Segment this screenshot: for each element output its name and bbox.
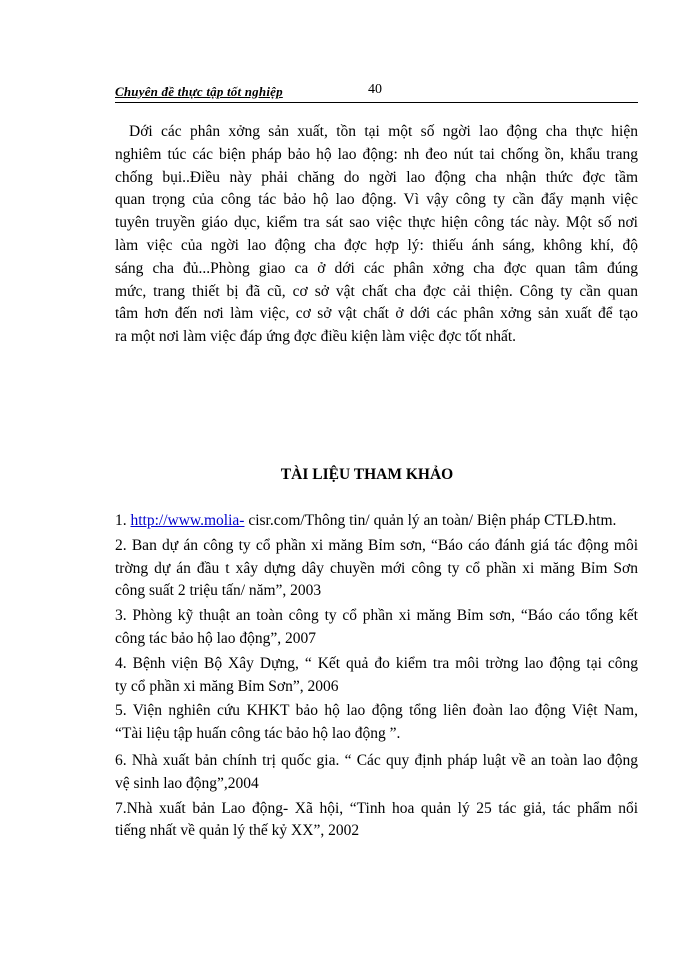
reference-line: 2. Ban dự án công ty cổ phần xi măng Bỉm sơn, “Báo cáo đánh giá tác động môi [115,536,638,554]
reference-line: công suất 2 triệu tấn/ năm”, 2003 [115,582,322,600]
body-line: ra một nơi làm việc đáp ứng đợc điều kiện làm việc đợc tốt nhất. [115,328,517,346]
references-list [115,510,638,843]
header-title: Chuyên đề thực tập tốt nghiệp [115,84,283,99]
body-line: sáng cha đủ...Phòng giao ca ở dới các phân xởng cha đợc quan tâm đúng [115,259,638,277]
reference-item [115,700,638,746]
reference-line: 3. Phòng kỹ thuật an toàn công ty cổ phần xi măng Bỉm sơn, “Báo cáo tổng kết [115,607,638,625]
reference-item [115,750,638,796]
body-line: mức, trang thiết bị đã cũ, cơ sở vật chất cha đợc cải thiện. Công ty cần quan [115,282,638,300]
reference-line: ty cổ phần xi măng Bỉm Sơn”, 2006 [115,677,339,695]
body-line: chống bụi..Điều này phải chăng do ngời lao động cha nhận thức đợc tầm [115,168,638,186]
body-line: Dới các phân xởng sản xuất, tồn tại một số ngời lao động cha thực hiện [129,123,638,140]
body-line: tuyên truyền giáo dục, kiểm tra sát sao việc thực hiện công tác này. Một số nơi [115,214,638,232]
reference-item [115,535,638,603]
reference-line: 7.Nhà xuất bản Lao động- Xã hội, “Tinh hoa quản lý 25 tác giả, tác phẩm nổi [115,799,638,817]
page-number: 40 [368,82,382,97]
references-heading: TÀI LIỆU THAM KHẢO [280,466,454,483]
body-line: làm việc của ngời lao động cha đợc hợp lý: thiếu ánh sáng, không khí, độ [115,236,638,254]
reference-line: “Tài liệu tập huấn công tác bảo hộ lao động ”. [115,725,401,743]
body-line: tâm hơn đến nơi làm việc, cơ sở vật chất ở dới các phân xởng sản xuất để tạo [115,305,638,323]
body-line: nghiêm túc các biện pháp bảo hộ lao động: nh đeo nút tai chống ồn, khẩu trang [115,145,638,163]
reference-line: vệ sinh lao động”,2004 [115,774,259,792]
reference-item [115,605,638,651]
reference-line: tiếng nhất về quản lý thế kỷ XX”, 2002 [115,822,360,840]
page-header [115,82,638,103]
reference-link[interactable]: http://www.molia- [130,512,245,529]
reference-number: 1. [115,512,131,529]
reference-item [115,798,638,844]
body-paragraph [115,121,638,349]
body-line: quan trọng của công tác bảo hộ lao động. Vì vậy công ty cần đẩy mạnh việc [115,191,638,209]
reference-line: 4. Bệnh viện Bộ Xây Dựng, “ Kết quả đo kiểm tra môi trờng lao động tại công [115,654,638,672]
reference-line: công tác bảo hộ lao động”, 2007 [115,629,317,647]
reference-line: 5. Viện nghiên cứu KHKT bảo hộ lao động tổng liên đoàn lao động Việt Nam, [115,702,638,720]
reference-item [115,653,638,699]
reference-line: 6. Nhà xuất bản chính trị quốc gia. “ Các quy định pháp luật về an toàn lao động [115,751,638,769]
reference-line: trờng dự án đầu t xây dựng dây chuyền mới công ty cổ phần xi măng Bỉm Sơn [115,559,638,577]
reference-item [115,510,638,533]
reference-line: cisr.com/Thông tin/ quản lý an toàn/ Biện pháp CTLĐ.htm. [244,512,617,529]
